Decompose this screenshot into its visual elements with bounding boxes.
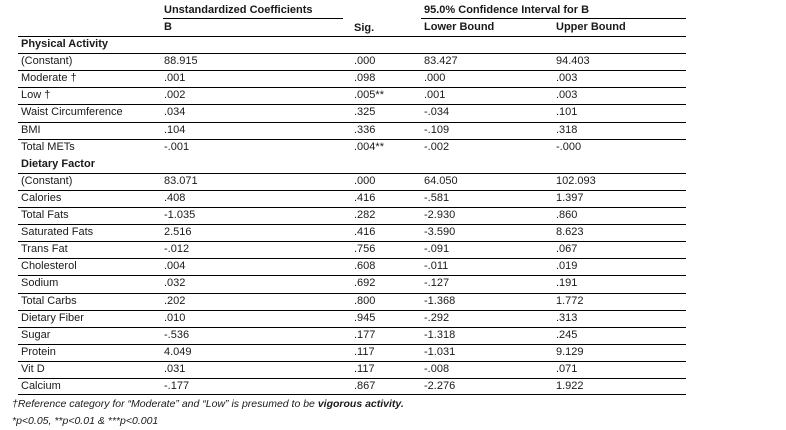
row-label: Sugar <box>21 328 51 341</box>
header-col-b: B <box>164 21 172 33</box>
cell-sig: .336 <box>354 123 376 136</box>
cell-lower: -.002 <box>424 140 450 153</box>
section-title: Dietary Factor <box>21 157 95 170</box>
cell-sig: .005** <box>354 89 384 102</box>
row-label: Total Carbs <box>21 294 77 307</box>
cell-lower: -1.318 <box>424 328 456 341</box>
header-bottom-rule <box>18 36 686 37</box>
row-label: Dietary Fiber <box>21 311 84 324</box>
cell-upper: .101 <box>556 106 578 119</box>
row-separator <box>18 190 686 191</box>
cell-lower: 64.050 <box>424 174 458 187</box>
cell-b: 88.915 <box>164 55 198 68</box>
cell-b: -.536 <box>164 328 190 341</box>
cell-lower: -2.930 <box>424 209 456 221</box>
cell-sig: .098 <box>354 72 376 85</box>
cell-b: .104 <box>164 123 186 136</box>
cell-lower: -2.276 <box>424 380 456 392</box>
cell-b: .004 <box>164 260 186 273</box>
row-label: Waist Circumference <box>21 106 123 119</box>
cell-lower: -.011 <box>424 260 449 273</box>
row-label: Calcium <box>21 380 61 392</box>
header-group-rule-left <box>163 18 343 19</box>
row-separator <box>18 87 686 88</box>
row-label: Total Fats <box>21 209 69 221</box>
cell-upper: .860 <box>556 209 578 221</box>
row-label: Low † <box>21 89 51 102</box>
cell-upper: 94.403 <box>556 55 590 68</box>
row-label: Saturated Fats <box>21 226 94 239</box>
row-separator <box>18 310 686 311</box>
cell-lower: -.127 <box>424 277 450 290</box>
section-title: Physical Activity <box>21 38 109 50</box>
cell-b: -.177 <box>164 380 190 392</box>
cell-upper: .067 <box>556 243 578 256</box>
row-separator <box>18 327 686 328</box>
cell-sig: .945 <box>354 311 376 324</box>
cell-b: -.001 <box>164 140 190 153</box>
header-group-rule-right <box>421 18 686 19</box>
row-separator <box>18 70 686 71</box>
row-label: Calories <box>21 191 62 204</box>
cell-b: -.012 <box>164 243 190 256</box>
row-separator <box>18 293 686 294</box>
cell-sig: .177 <box>354 328 376 341</box>
cell-sig: .416 <box>354 191 376 204</box>
header-col-sig: Sig. <box>354 22 375 34</box>
cell-lower: -1.031 <box>424 345 456 358</box>
row-separator <box>18 207 686 208</box>
cell-b: .408 <box>164 191 186 204</box>
row-label: (Constant) <box>21 55 73 68</box>
cell-lower: .001 <box>424 89 446 102</box>
cell-sig: .004** <box>354 140 384 153</box>
cell-b: .001 <box>164 72 186 85</box>
cell-lower: 83.427 <box>424 55 458 68</box>
cell-b: .002 <box>164 89 186 102</box>
cell-sig: .867 <box>354 380 376 392</box>
row-separator <box>18 241 686 242</box>
cell-b: .034 <box>164 106 186 119</box>
row-label: Cholesterol <box>21 260 77 273</box>
row-separator <box>18 53 686 54</box>
cell-upper: .313 <box>556 311 578 324</box>
cell-upper: .191 <box>556 277 578 290</box>
cell-lower: -.091 <box>424 243 450 256</box>
row-separator <box>18 378 686 379</box>
cell-lower: -1.368 <box>424 294 456 307</box>
cell-sig: .000 <box>354 174 376 187</box>
cell-sig: .000 <box>354 55 376 68</box>
cell-b: .031 <box>164 362 186 375</box>
cell-upper: 102.093 <box>556 174 596 187</box>
row-label: (Constant) <box>21 174 73 187</box>
cell-sig: .416 <box>354 226 376 239</box>
row-separator <box>18 344 686 345</box>
row-separator <box>18 122 686 123</box>
cell-upper: -.000 <box>556 140 582 153</box>
cell-lower: -.008 <box>424 362 450 375</box>
cell-sig: .608 <box>354 260 376 273</box>
cell-upper: .003 <box>556 89 578 102</box>
cell-sig: .800 <box>354 294 376 307</box>
row-label: Moderate † <box>21 72 77 85</box>
reference-category-note <box>12 397 404 411</box>
cell-upper: .019 <box>556 260 578 273</box>
header-col-upper-bound: Upper Bound <box>556 21 626 33</box>
header-confidence-interval: 95.0% Confidence Interval for B <box>424 4 590 16</box>
header-unstandardized-coefficients: Unstandardized Coefficients <box>164 4 313 16</box>
cell-b: .032 <box>164 277 186 290</box>
cell-sig: .117 <box>354 362 375 375</box>
row-separator <box>18 173 686 174</box>
cell-lower: -.109 <box>424 123 450 136</box>
cell-sig: .325 <box>354 106 376 119</box>
row-separator <box>18 139 686 140</box>
cell-lower: -3.590 <box>424 226 456 239</box>
cell-b: -1.035 <box>164 209 196 221</box>
row-label: Total METs <box>21 140 75 153</box>
cell-lower: -.292 <box>424 311 450 324</box>
row-label: Sodium <box>21 277 59 290</box>
row-separator <box>18 361 686 362</box>
cell-sig: .692 <box>354 277 376 290</box>
significance-note: *p<0.05, **p<0.01 & ***p<0.001 <box>12 415 159 427</box>
cell-sig: .282 <box>354 209 376 221</box>
row-label: Vit D <box>21 362 45 375</box>
cell-upper: .071 <box>556 362 578 375</box>
reference-note-text: †Reference category for “Moderate” and “Low” is presumed to be <box>12 398 318 410</box>
reference-note-bold: vigorous activity. <box>317 398 404 410</box>
cell-upper: .318 <box>556 123 578 136</box>
cell-lower: -.034 <box>424 106 450 119</box>
cell-sig: .756 <box>354 243 376 256</box>
row-separator <box>18 224 686 225</box>
row-label: BMI <box>21 123 41 136</box>
cell-sig: .117 <box>354 345 375 358</box>
header-col-lower-bound: Lower Bound <box>424 21 495 33</box>
row-separator <box>18 258 686 259</box>
cell-upper: 1.772 <box>556 294 584 307</box>
cell-b: 2.516 <box>164 226 192 239</box>
cell-b: 4.049 <box>164 345 192 358</box>
cell-upper: .003 <box>556 72 578 85</box>
cell-lower: .000 <box>424 72 446 85</box>
cell-b: 83.071 <box>164 174 198 187</box>
cell-upper: 1.397 <box>556 191 584 204</box>
cell-b: .202 <box>164 294 186 307</box>
cell-b: .010 <box>164 311 186 324</box>
row-separator <box>18 275 686 276</box>
cell-upper: .245 <box>556 328 578 341</box>
cell-lower: -.581 <box>424 191 450 204</box>
cell-upper: 8.623 <box>556 226 584 239</box>
cell-upper: 9.129 <box>556 345 584 358</box>
row-separator <box>18 104 686 105</box>
row-label: Trans Fat <box>21 243 68 256</box>
cell-upper: 1.922 <box>556 380 584 392</box>
table-bottom-rule <box>18 394 686 395</box>
row-label: Protein <box>21 345 56 358</box>
